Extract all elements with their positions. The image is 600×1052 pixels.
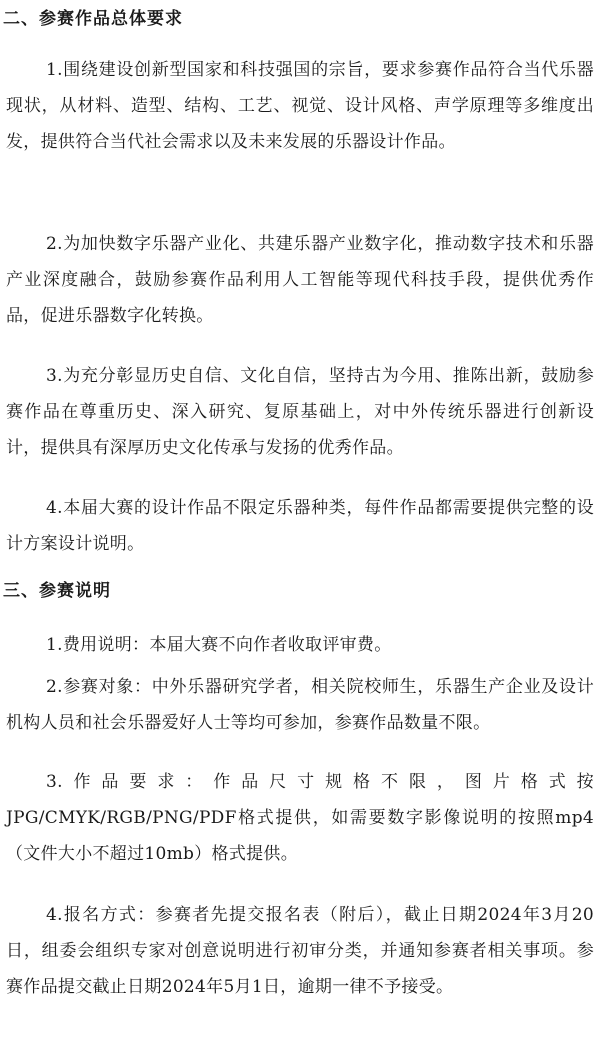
requirement-item-4: 4.本届大赛的设计作品不限定乐器种类，每件作品都需要提供完整的设计方案设计说明。: [6, 498, 594, 554]
note-item-4: 4.报名方式：参赛者先提交报名表（附后），截止日期2024年3月20日，组委会组织专家对创意说明进行初审分类，并通知参赛者相关事项。参赛作品提交截止日期2024年5月1日，逾期一律不予接受。: [6, 905, 594, 997]
note-item-3: 3.作品要求：作品尺寸规格不限，图片格式按JPG/CMYK/RGB/PNG/PDF格式提供，如需要数字影像说明的按照mp4（文件大小不超过10mb）格式提供。: [6, 772, 594, 864]
note-item-2: 2.参赛对象：中外乐器研究学者，相关院校师生，乐器生产企业及设计机构人员和社会乐器爱好人士等均可参加，参赛作品数量不限。: [6, 677, 594, 733]
requirement-item-1: 1.围绕建设创新型国家和科技强国的宗旨，要求参赛作品符合当代乐器现状，从材料、造型、结构、工艺、视觉、设计风格、声学原理等多维度出发，提供符合当代社会需求以及未来发展的乐器设计作品。: [6, 60, 594, 152]
section-heading-overall-requirements: 二、参赛作品总体要求: [3, 9, 183, 29]
requirement-item-2: 2.为加快数字乐器产业化、共建乐器产业数字化，推动数字技术和乐器产业深度融合，鼓励参赛作品利用人工智能等现代科技手段，提供优秀作品，促进乐器数字化转换。: [6, 234, 594, 326]
requirement-item-3: 3.为充分彰显历史自信、文化自信，坚持古为今用、推陈出新，鼓励参赛作品在尊重历史、深入研究、复原基础上，对中外传统乐器进行创新设计，提供具有深厚历史文化传承与发扬的优秀作品。: [6, 366, 594, 458]
section-heading-participation-notes: 三、参赛说明: [3, 581, 111, 601]
note-item-1: 1.费用说明：本届大赛不向作者收取评审费。: [46, 635, 392, 655]
